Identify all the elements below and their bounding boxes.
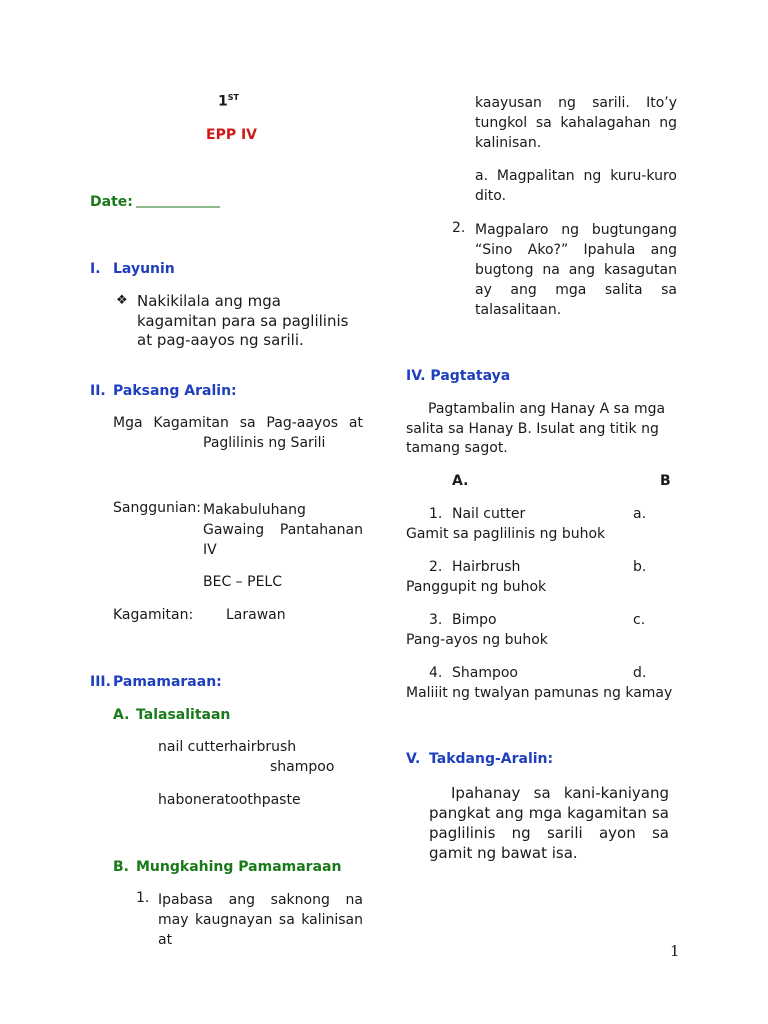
column-b-header: B [660, 473, 671, 489]
step-1-number: 1. [136, 890, 150, 906]
topic-line-2: Paglilinis ng Sarili [203, 435, 326, 451]
page-number: 1 [670, 942, 680, 960]
vocab-line-3: haboneratoothpaste [158, 792, 301, 808]
match-4-a: Shampoo [452, 665, 518, 681]
reference-extra: BEC – PELC [203, 574, 282, 590]
match-1-letter: a. [633, 506, 647, 522]
reference-label: Sanggunian: [113, 500, 201, 516]
date-label: Date: [90, 194, 133, 210]
subsection-a-title: Talasalitaan [136, 707, 231, 723]
match-1-number: 1. [429, 506, 443, 522]
section-2-title: Paksang Aralin: [113, 383, 237, 399]
reference-value: Makabuluhang Gawaing Pantahanan IV [203, 502, 363, 558]
match-3-number: 3. [429, 612, 443, 628]
section-3-title: Pamamaraan: [113, 674, 222, 690]
column-a-header: A. [452, 473, 469, 489]
section-5-title: Takdang-Aralin: [429, 751, 554, 767]
subsection-b-title: Mungkahing Pamamaraan [136, 859, 342, 875]
match-2-number: 2. [429, 559, 443, 575]
step-2-number: 2. [452, 220, 466, 236]
materials-value: Larawan [226, 607, 286, 623]
date-blank: ____________ [136, 192, 220, 208]
match-2-a: Hairbrush [452, 559, 521, 575]
match-4-b: Maliiit ng twalyan pamunas ng kamay [406, 685, 673, 701]
match-3-a: Bimpo [452, 612, 497, 628]
objective-text: Nakikilala ang mga kagamitan para sa paglilinis at pag-aayos ng sarili. [137, 292, 349, 349]
section-1-number: I. [90, 261, 101, 277]
match-3-letter: c. [633, 612, 646, 628]
section-4-title: IV. Pagtataya [406, 368, 511, 384]
match-1-b: Gamit sa paglilinis ng buhok [406, 526, 606, 542]
grade-heading: 1ST [218, 93, 239, 110]
section-5-number: V. [406, 751, 421, 767]
match-1-a: Nail cutter [452, 506, 526, 522]
subsection-b-number: B. [113, 859, 129, 875]
match-2-b: Panggupit ng buhok [406, 579, 547, 595]
match-3-b: Pang-ayos ng buhok [406, 632, 548, 648]
section-3-number: III. [90, 674, 111, 690]
step-1-text: Ipabasa ang saknong na may kaugnayan sa kalinisan at [158, 892, 363, 948]
match-4-number: 4. [429, 665, 443, 681]
materials-label: Kagamitan: [113, 607, 194, 623]
section-2-number: II. [90, 383, 106, 399]
vocab-line-1: nail cutterhairbrush [158, 739, 297, 755]
bullet-icon: ❖ [116, 293, 128, 308]
step-1-sub-a: a. Magpalitan ng kuru-kuro dito. [475, 168, 677, 204]
section-1-title: Layunin [113, 261, 175, 277]
vocab-line-2: shampoo [270, 759, 335, 775]
subject-title: EPP IV [206, 127, 258, 143]
assessment-instructions: Pagtambalin ang Hanay A sa mga salita sa Hanay B. Isulat ang titik ng tamang sagot. [406, 401, 666, 456]
match-4-letter: d. [633, 665, 647, 681]
assignment-text: Ipahanay sa kani-kaniyang pangkat ang mga kagamitan sa paglilinis ng sarili ayon sa gamit ng bawat isa. [429, 784, 669, 862]
subsection-a-number: A. [113, 707, 130, 723]
topic-line-1: Mga Kagamitan sa Pag-aayos at [113, 415, 363, 431]
step-1-continued: kaayusan ng sarili. Ito’y tungkol sa kahalagahan ng kalinisan. [475, 95, 677, 151]
step-2-text: Magpalaro ng bugtungang “Sino Ako?” Ipahula ang bugtong na ang kasagutan ay ang mga salita sa talasalitaan. [475, 222, 677, 318]
match-2-letter: b. [633, 559, 647, 575]
